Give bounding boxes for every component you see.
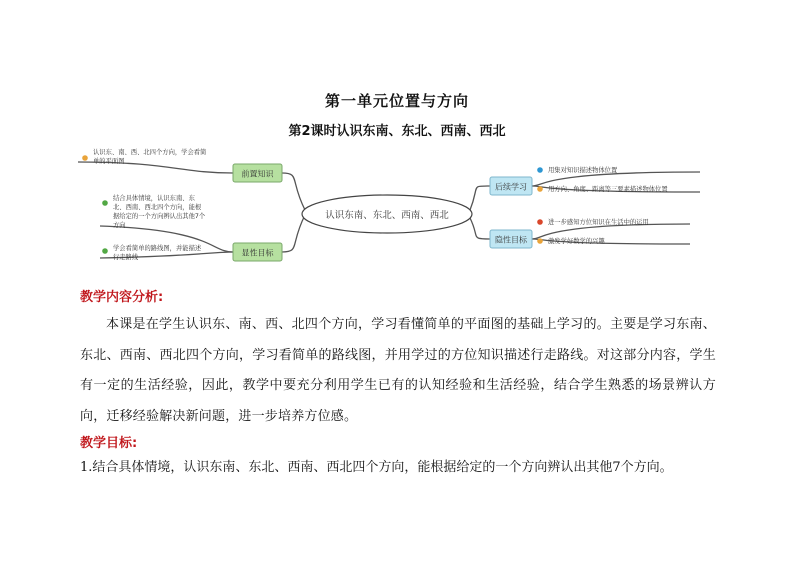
note-prior-knowledge: 认识东、南、西、北四个方向，学会看简 单的平面图 (93, 149, 207, 165)
page-subtitle: 第2课时认识东南、东北、西南、西北 (288, 124, 506, 139)
note-explicit-goal-2: 学会看简单的路线图，并能描述 行走路线 (113, 245, 202, 261)
page-title: 第一单元位置与方向 (324, 92, 469, 110)
note-dot-icon (82, 155, 88, 161)
note-follow-up-1: 用集对知识描述物体位置 (548, 167, 618, 174)
note-dot-icon (537, 167, 543, 173)
branch-implicit-goals-label: 隐性目标 (495, 235, 527, 245)
content-analysis-paragraph: 本课是在学生认识东、南、西、北四个方向，学习看懂简单的平面图的基础上学习的。主要是学习东南、东北、西南、西北四个方向，学习看简单的路线图，并用学过的方位知识描述行走路线。对这部分内容，学生有一定的生活经验，因此，教学中要充分利用学生已有的认知经验和生活经验，结合学生熟悉的场景辨认方向，迁移经验解决新问题，进一步培养方位感。 (80, 317, 716, 424)
note-dot-icon (537, 238, 543, 244)
branch-follow-up-label: 后续学习 (495, 182, 527, 192)
note-implicit-goal-2: 激发学好数学的兴趣 (548, 238, 605, 245)
note-explicit-goal-1: 结合具体情境，认识东南、东 北、西南、西北四个方向，能根 据给定的一个方向辨认出其他7个 方向 (113, 195, 206, 229)
mind-map (0, 140, 794, 280)
content-analysis-heading: 教学内容分析: (80, 290, 164, 305)
branch-prior-knowledge-label: 前置知识 (241, 169, 274, 179)
note-dot-icon (102, 200, 108, 206)
note-dot-icon (537, 186, 543, 192)
branch-explicit-goals-label: 显性目标 (241, 248, 274, 258)
teaching-goal-item: 1.结合具体情境，认识东南、东北、西南、西北四个方向，能根据给定的一个方向辨认出其他7个方向。 (80, 460, 673, 475)
teaching-goals-heading: 教学目标: (80, 436, 138, 451)
center-node-label: 认识东南、东北、西南、西北 (325, 210, 449, 221)
note-follow-up-2: 用方向、角度、距离等三要素描述物体位置 (548, 186, 668, 193)
note-dot-icon (537, 219, 543, 225)
note-implicit-goal-1: 进一步感知方位知识在生活中的运用 (548, 219, 649, 226)
note-dot-icon (102, 248, 108, 254)
